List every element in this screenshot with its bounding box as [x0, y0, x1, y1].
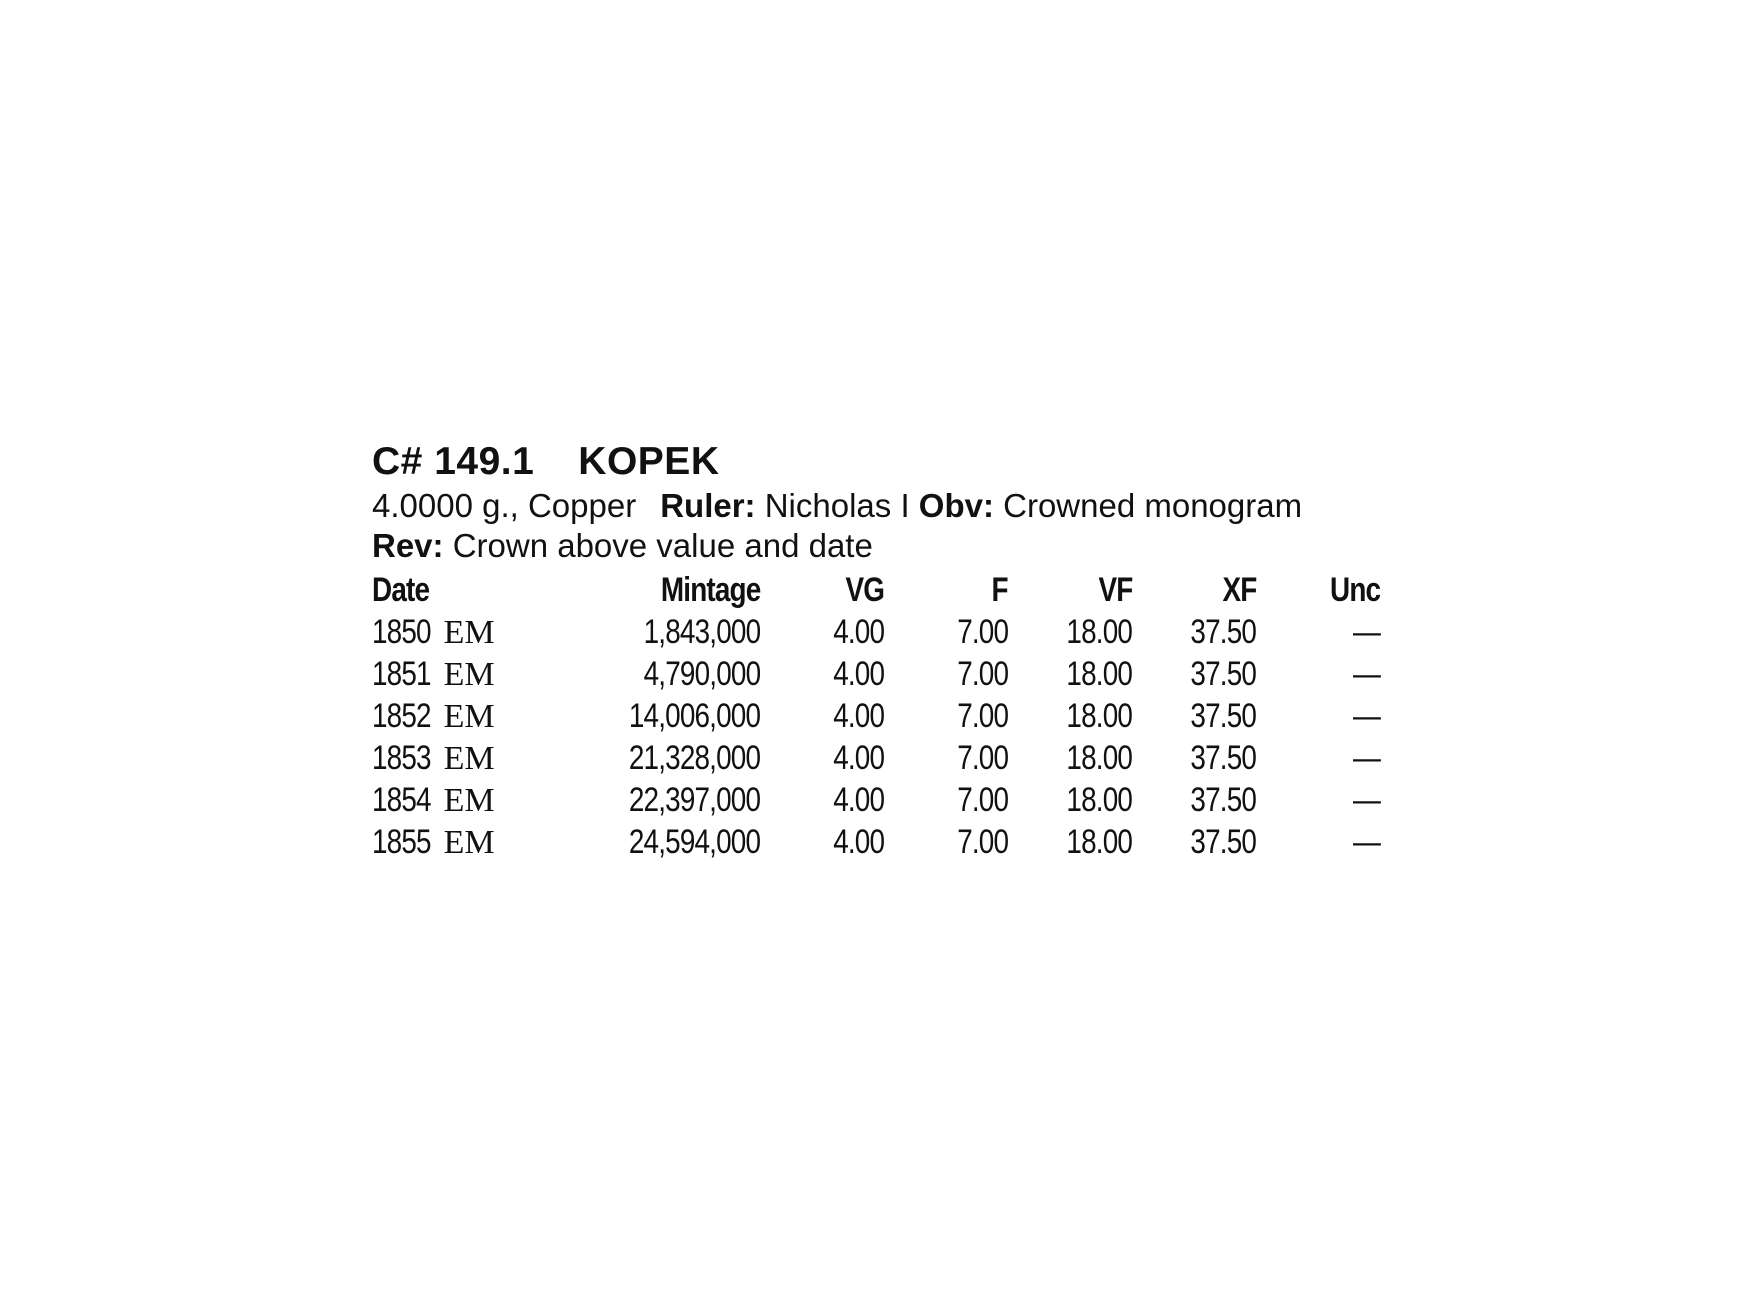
ruler-label: Ruler:: [660, 487, 756, 524]
header-vg: VG: [845, 571, 884, 609]
catalog-entry: [372, 438, 1382, 862]
cell-vf: 18.00: [1066, 739, 1132, 777]
header-unc: Unc: [1329, 571, 1380, 609]
cell-vf: 18.00: [1066, 613, 1132, 651]
cell-xf: 37.50: [1190, 655, 1256, 693]
cell-unc: —: [1352, 697, 1380, 735]
cell-xf: 37.50: [1190, 739, 1256, 777]
cell-mintage: 14,006,000: [628, 697, 760, 735]
obverse-label: Obv:: [918, 487, 994, 524]
denomination: KOPEK: [578, 440, 720, 483]
table-row: [372, 820, 1380, 862]
table-row: [372, 652, 1380, 694]
cell-vf: 18.00: [1066, 697, 1132, 735]
cell-date: 1850 EM: [372, 613, 495, 651]
obverse-value: Crowned monogram: [1003, 487, 1303, 524]
cell-f: 7.00: [957, 613, 1008, 651]
cell-f: 7.00: [957, 655, 1008, 693]
cell-vf: 18.00: [1066, 823, 1132, 861]
cell-xf: 37.50: [1190, 781, 1256, 819]
cell-date: 1851 EM: [372, 655, 495, 693]
cell-unc: —: [1352, 823, 1380, 861]
cell-vg: 4.00: [833, 823, 884, 861]
cell-unc: —: [1352, 613, 1380, 651]
header-vf: VF: [1098, 571, 1132, 609]
cell-date: 1852 EM: [372, 697, 495, 735]
cell-f: 7.00: [957, 739, 1008, 777]
cell-vg: 4.00: [833, 739, 884, 777]
cell-vg: 4.00: [833, 613, 884, 651]
description-line-2: [372, 526, 1382, 566]
header-xf: XF: [1222, 571, 1256, 609]
header-mintage: Mintage: [660, 571, 760, 609]
cell-unc: —: [1352, 739, 1380, 777]
cell-vg: 4.00: [833, 781, 884, 819]
table-row: [372, 736, 1380, 778]
cell-f: 7.00: [957, 823, 1008, 861]
cell-unc: —: [1352, 655, 1380, 693]
weight-metal: 4.0000 g., Copper: [372, 487, 637, 524]
cell-date: 1854 EM: [372, 781, 495, 819]
table-header-row: [372, 570, 1380, 610]
reverse-label: Rev:: [372, 527, 444, 564]
entry-title: [372, 438, 1382, 486]
cell-vg: 4.00: [833, 655, 884, 693]
header-f: F: [991, 571, 1008, 609]
cell-mintage: 4,790,000: [643, 655, 760, 693]
mintage-price-table: [372, 570, 1380, 862]
cell-mintage: 22,397,000: [628, 781, 760, 819]
cell-xf: 37.50: [1190, 697, 1256, 735]
description-line-1: [372, 486, 1382, 526]
cell-mintage: 21,328,000: [628, 739, 760, 777]
table-row: [372, 610, 1380, 652]
cell-mintage: 24,594,000: [628, 823, 760, 861]
cell-xf: 37.50: [1190, 823, 1256, 861]
cell-date: 1853 EM: [372, 739, 495, 777]
cell-mintage: 1,843,000: [643, 613, 760, 651]
cell-vg: 4.00: [833, 697, 884, 735]
ruler-value: Nicholas I: [764, 487, 910, 524]
table-row: [372, 694, 1380, 736]
cell-date: 1855 EM: [372, 823, 495, 861]
cell-vf: 18.00: [1066, 655, 1132, 693]
cell-unc: —: [1352, 781, 1380, 819]
reverse-value: Crown above value and date: [452, 527, 873, 564]
header-date: Date: [372, 571, 430, 609]
cell-vf: 18.00: [1066, 781, 1132, 819]
cell-f: 7.00: [957, 697, 1008, 735]
catalog-number: C# 149.1: [372, 440, 535, 483]
cell-f: 7.00: [957, 781, 1008, 819]
table-row: [372, 778, 1380, 820]
cell-xf: 37.50: [1190, 613, 1256, 651]
